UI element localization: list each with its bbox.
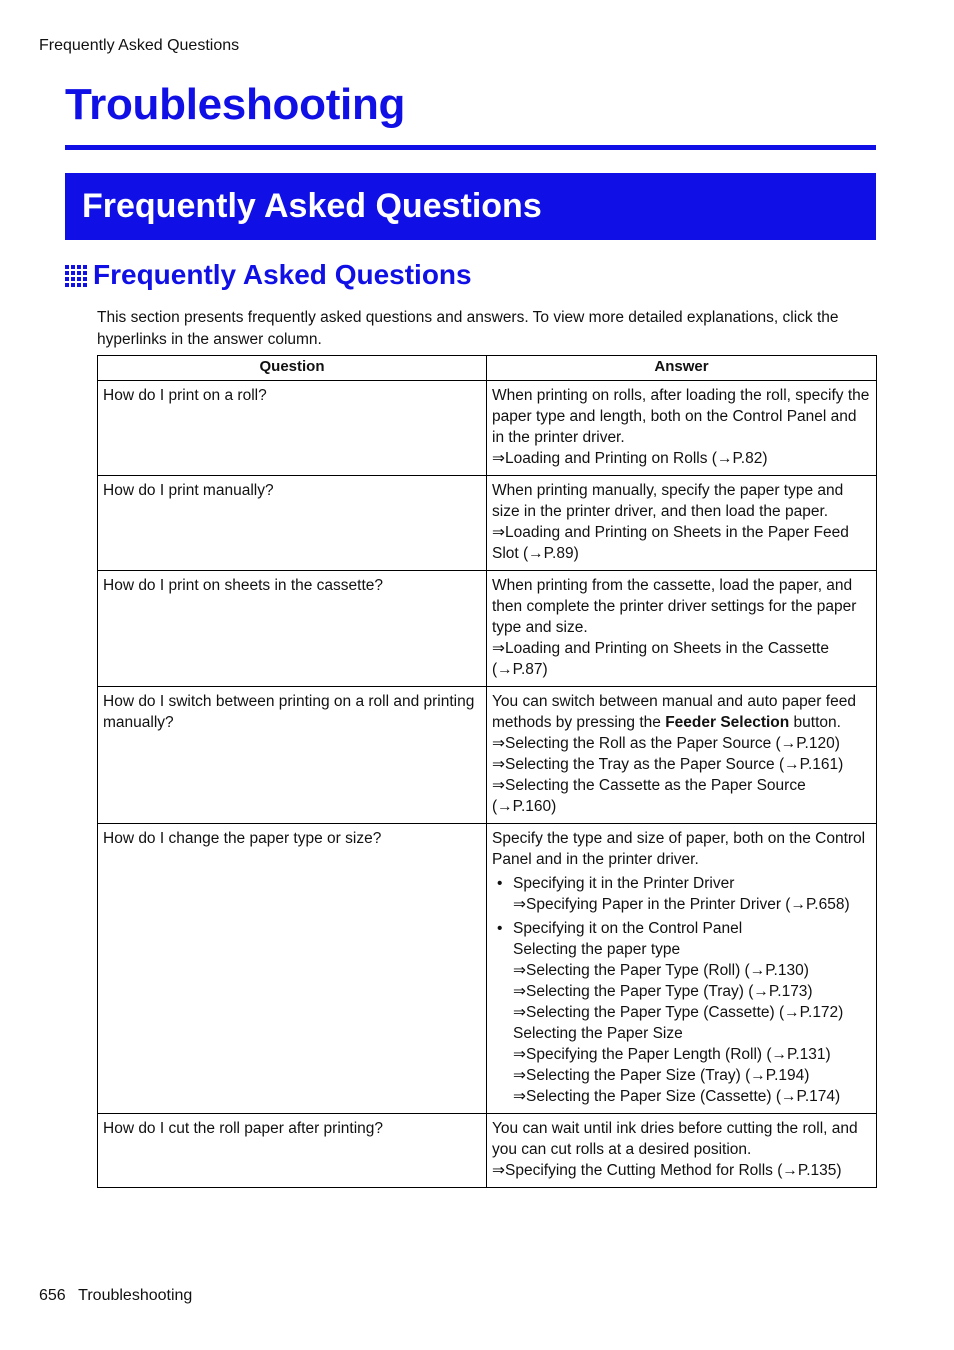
answer-cell — [487, 824, 877, 1114]
question-cell: How do I cut the roll paper after printing? — [98, 1114, 487, 1188]
question-cell: How do I change the paper type or size? — [98, 824, 487, 1114]
bullet-marker: • — [497, 875, 503, 892]
answer-text: Specify the type and size of paper, both on the Control Panel and in the printer driver. — [492, 830, 866, 868]
chapter-title: Troubleshooting — [65, 80, 406, 129]
answer-link[interactable]: ⇒Selecting the Cassette as the Paper Source (→P.160) — [492, 777, 806, 815]
bullet-label: Specifying it on the Control Panel — [513, 920, 743, 937]
section-title: Frequently Asked Questions — [82, 187, 542, 225]
sub-label: Selecting the Paper Size — [513, 1025, 683, 1042]
feeder-selection-button-name: Feeder Selection — [665, 714, 790, 731]
answer-text: When printing from the cassette, load the paper, and then complete the printer driver settings for the paper type and size. — [492, 577, 857, 636]
page-number: 656 — [39, 1287, 66, 1304]
grid-icon — [65, 265, 87, 287]
answer-link[interactable]: ⇒Selecting the Paper Size (Cassette) (→P.174) — [513, 1088, 841, 1105]
answer-link[interactable]: ⇒Selecting the Tray as the Paper Source (→P.161) — [492, 756, 844, 773]
question-cell: How do I switch between printing on a roll and printing manually? — [98, 687, 487, 824]
table-row — [98, 381, 877, 476]
answer-text: When printing manually, specify the paper type and size in the printer driver, and then load the paper. — [492, 482, 844, 520]
table-row — [98, 824, 877, 1114]
question-cell: How do I print on a roll? — [98, 381, 487, 476]
answer-link[interactable]: ⇒Selecting the Paper Type (Cassette) (→P.172) — [513, 1004, 844, 1021]
answer-link[interactable]: ⇒Specifying Paper in the Printer Driver (→P.658) — [513, 896, 850, 913]
answer-link[interactable]: ⇒Loading and Printing on Rolls (→P.82) — [492, 450, 768, 467]
answer-text-post: button. — [789, 714, 841, 731]
answer-link[interactable]: ⇒Selecting the Paper Size (Tray) (→P.194) — [513, 1067, 810, 1084]
subsection-title: Frequently Asked Questions — [93, 259, 472, 290]
sub-label: Selecting the paper type — [513, 941, 681, 958]
table-row — [98, 571, 877, 687]
column-header-question: Question — [98, 356, 487, 381]
answer-link[interactable]: ⇒Selecting the Roll as the Paper Source (→P.120) — [492, 735, 840, 752]
table-row — [98, 1114, 877, 1188]
question-cell: How do I print on sheets in the cassette? — [98, 571, 487, 687]
answer-link[interactable]: ⇒Selecting the Paper Type (Roll) (→P.130) — [513, 962, 809, 979]
bullet-item — [492, 918, 871, 1107]
answer-link[interactable]: ⇒Loading and Printing on Sheets in the Paper Feed Slot (→P.89) — [492, 524, 849, 562]
page-footer — [39, 1287, 192, 1305]
table-header-row — [98, 356, 877, 381]
answer-text — [492, 691, 871, 733]
question-cell: How do I print manually? — [98, 476, 487, 571]
intro-paragraph: This section presents frequently asked questions and answers. To view more detailed explanations, click the hyperlinks in the answer column. — [97, 309, 839, 348]
answer-link[interactable]: ⇒Specifying the Cutting Method for Rolls (→P.135) — [492, 1162, 842, 1179]
answer-text: You can wait until ink dries before cutting the roll, and you can cut rolls at a desired position. — [492, 1120, 858, 1158]
table-row — [98, 687, 877, 824]
answer-cell — [487, 381, 877, 476]
table-row — [98, 476, 877, 571]
answer-cell — [487, 1114, 877, 1188]
answer-text: When printing on rolls, after loading the roll, specify the paper type and length, both on the Control Panel and in the printer driver. — [492, 387, 870, 446]
section-banner — [65, 173, 876, 240]
bullet-item — [492, 873, 871, 915]
answer-cell — [487, 476, 877, 571]
column-header-answer: Answer — [487, 356, 877, 381]
answer-link[interactable]: ⇒Selecting the Paper Type (Tray) (→P.173) — [513, 983, 813, 1000]
answer-text-pre: You can switch between manual and auto paper feed methods by pressing the — [492, 693, 856, 731]
answer-link[interactable]: ⇒Loading and Printing on Sheets in the Cassette (→P.87) — [492, 640, 829, 678]
subsection-heading — [65, 259, 472, 291]
bullet-label: Specifying it in the Printer Driver — [513, 875, 735, 892]
running-header: Frequently Asked Questions — [39, 37, 240, 54]
answer-link[interactable]: ⇒Specifying the Paper Length (Roll) (→P.131) — [513, 1046, 831, 1063]
answer-cell — [487, 687, 877, 824]
bullet-marker: • — [497, 920, 503, 937]
chapter-rule — [65, 145, 876, 150]
answer-cell — [487, 571, 877, 687]
footer-chapter: Troubleshooting — [78, 1287, 193, 1304]
faq-table — [97, 355, 877, 1188]
